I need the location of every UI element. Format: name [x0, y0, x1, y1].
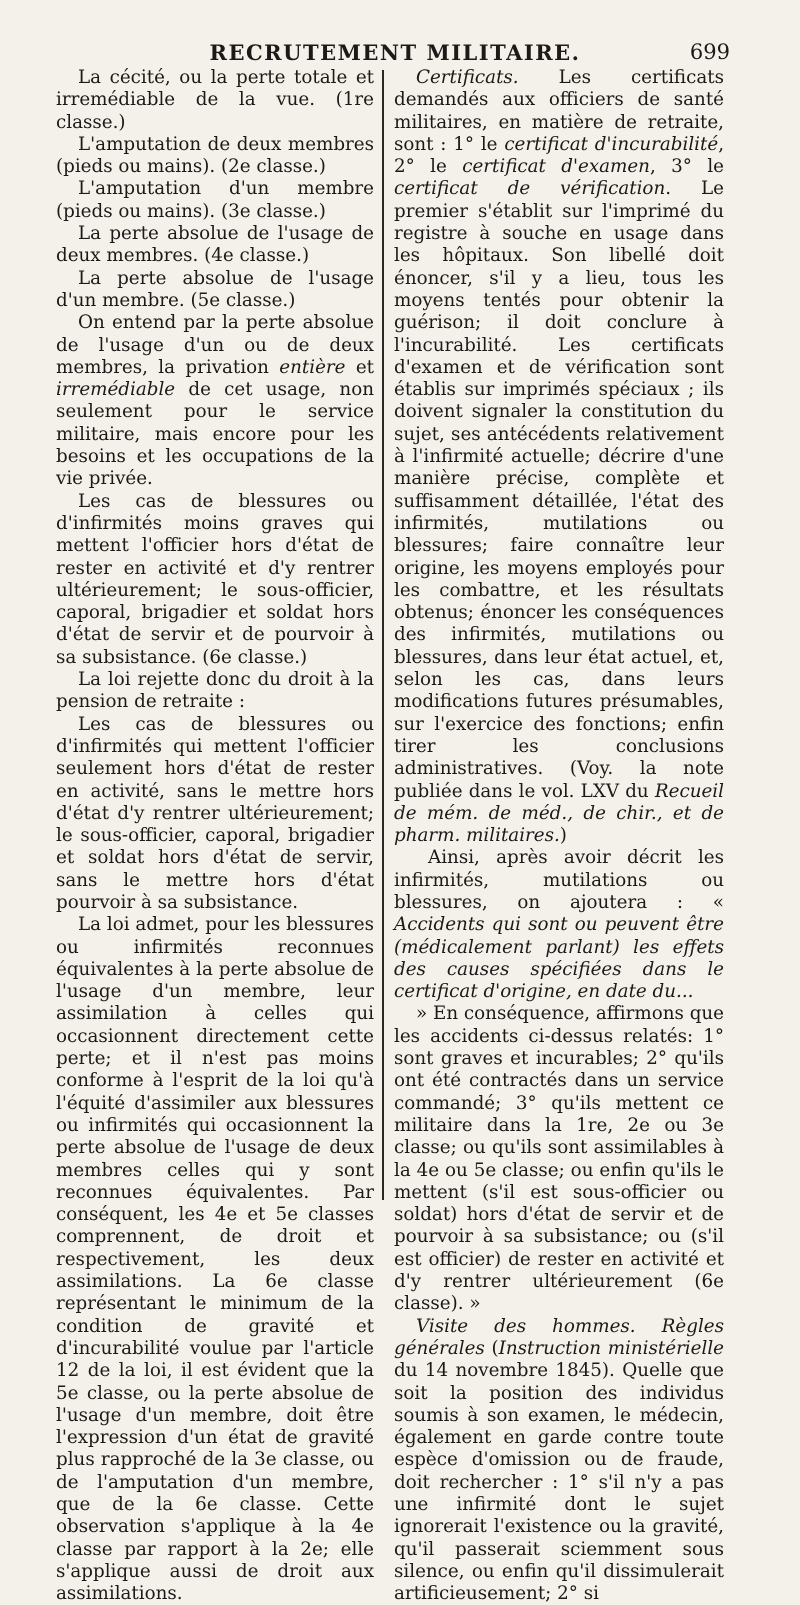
paragraph: Les cas de blessures ou d'infirmités qui mettent l'officier seulement hors d'état de rester en activité, sans le mettre hors d'état d'y rentrer ultérieurement; le sous-officier, caporal, brigadier et soldat hors d'état de servir, sans le mettre hors d'état pourvoir à sa subsistance.	[56, 713, 374, 913]
section-lead: Certificats.	[416, 67, 519, 88]
right-column	[394, 67, 724, 1605]
column-divider	[382, 70, 384, 1200]
page-header	[60, 40, 730, 70]
paragraph: Certificats. Les certificats demandés aux officiers de santé militaires, en matière de retraite, sont : 1° le certificat d'incurabilité, 2° le certificat d'examen, 3° le certificat de vérification. Le premier s'établit sur l'imprimé du registre à souche en usage dans les hôpitaux. Son libellé doit énoncer, s'il y a lieu, tous les moyens tentés pour obtenir la guérison; il doit conclure à l'incurabilité. Les certificats d'examen et de vérification sont établis sur imprimés spéciaux ; ils doivent signaler la constitution du sujet, ses antécédents relativement à l'infirmité actuelle; décrire d'une manière précise, complète et suffisamment détaillée, l'état des infirmités, mutilations ou blessures; faire connaître leur origine, les moyens employés pour les combattre, et les résultats obtenus; énoncer les conséquences des infirmités, mutilations ou blessures, dans leur état actuel, et, selon les cas, dans leurs modifications futures présumables, sur l'exercice des fonctions; enfin tirer les conclusions administratives. (Voy. la note publiée dans le vol. LXV du Recueil de mém. de méd., de chir., et de pharm. militaires.)	[394, 67, 724, 847]
paragraph: L'amputation d'un membre (pieds ou mains). (3e classe.)	[56, 178, 374, 222]
page-number: 699	[689, 40, 730, 64]
paragraph: Ainsi, après avoir décrit les infirmités, mutilations ou blessures, on ajoutera : « Accidents qui sont ou peuvent être (médicalement parlant) les effets des causes spécifiées dans le certificat d'origine, en date du...	[394, 847, 724, 1003]
paragraph: Visite des hommes. Règles générales (Instruction ministérielle du 14 novembre 1845). Quelle que soit la position des individus soumis à son examen, le médecin, également en garde contre toute espèce d'omission ou de fraude, doit rechercher : 1° s'il n'y a pas une infirmité dont le sujet ignorerait l'existence ou la gravité, qu'il passerait sciemment sous silence, ou enfin qu'il dissimulerait artificieusement; 2° si	[394, 1315, 724, 1605]
paragraph: La perte absolue de l'usage de deux membres. (4e classe.)	[56, 223, 374, 267]
paragraph: La perte absolue de l'usage d'un membre. (5e classe.)	[56, 267, 374, 311]
left-column	[56, 67, 374, 1605]
paragraph: La loi rejette donc du droit à la pension de retraite :	[56, 669, 374, 713]
paragraph: L'amputation de deux membres (pieds ou mains). (2e classe.)	[56, 133, 374, 178]
section-lead: Visite des hommes. Règles générales	[394, 1315, 724, 1359]
running-title: RECRUTEMENT MILITAIRE.	[209, 40, 581, 65]
paragraph: On entend par la perte absolue de l'usage d'un ou de deux membres, la privation entière et irremédiable de cet usage, non seulement pour le service militaire, mais encore pour les besoins et les occupations de la vie privée.	[56, 312, 374, 490]
paragraph: La loi admet, pour les blessures ou infirmités reconnues équivalentes à la perte absolue de l'usage d'un membre, leur assimilation à celles qui occasionnent directement cette perte; et il n'est pas moins conforme à l'esprit de la loi qu'à l'équité d'assimiler aux blessures ou infirmités qui occasionnent la perte absolue de l'usage de deux membres celles qui y sont reconnues équivalentes. Par conséquent, les 4e et 5e classes comprennent, de droit et respectivement, les deux assimilations. La 6e classe représentant le minimum de la condition de gravité et d'incurabilité voulue par l'article 12 de la loi, il est évident que la 5e classe, ou la perte absolue de l'usage d'un membre, doit être l'expression d'un état de gravité plus rapproché de la 3e classe, ou de l'amputation d'un membre, que de la 6e classe. Cette observation s'applique à la 4e classe par rapport à la 2e; elle s'applique aussi de droit aux assimilations.	[56, 914, 374, 1605]
paragraph: La cécité, ou la perte totale et irremédiable de la vue. (1re classe.)	[56, 67, 374, 133]
paragraph: » En conséquence, affirmons que les accidents ci-dessus relatés: 1° sont graves et incurables; 2° qu'ils ont été contractés dans un service commandé; 3° qu'ils mettent ce militaire dans la 1re, 2e ou 3e classe; ou qu'ils sont assimilables à la 4e ou 5e classe; ou enfin qu'ils le mettent (s'il est sous-officier ou soldat) hors d'état de servir et de pourvoir à sa subsistance; ou (s'il est officier) de rester en activité et d'y rentrer ultérieurement (6e classe). »	[394, 1003, 724, 1315]
paragraph: Les cas de blessures ou d'infirmités moins graves qui mettent l'officier hors d'état de rester en activité et d'y rentrer ultérieurement; le sous-officier, caporal, brigadier et soldat hors d'état de servir et de pourvoir à sa subsistance. (6e classe.)	[56, 490, 374, 668]
